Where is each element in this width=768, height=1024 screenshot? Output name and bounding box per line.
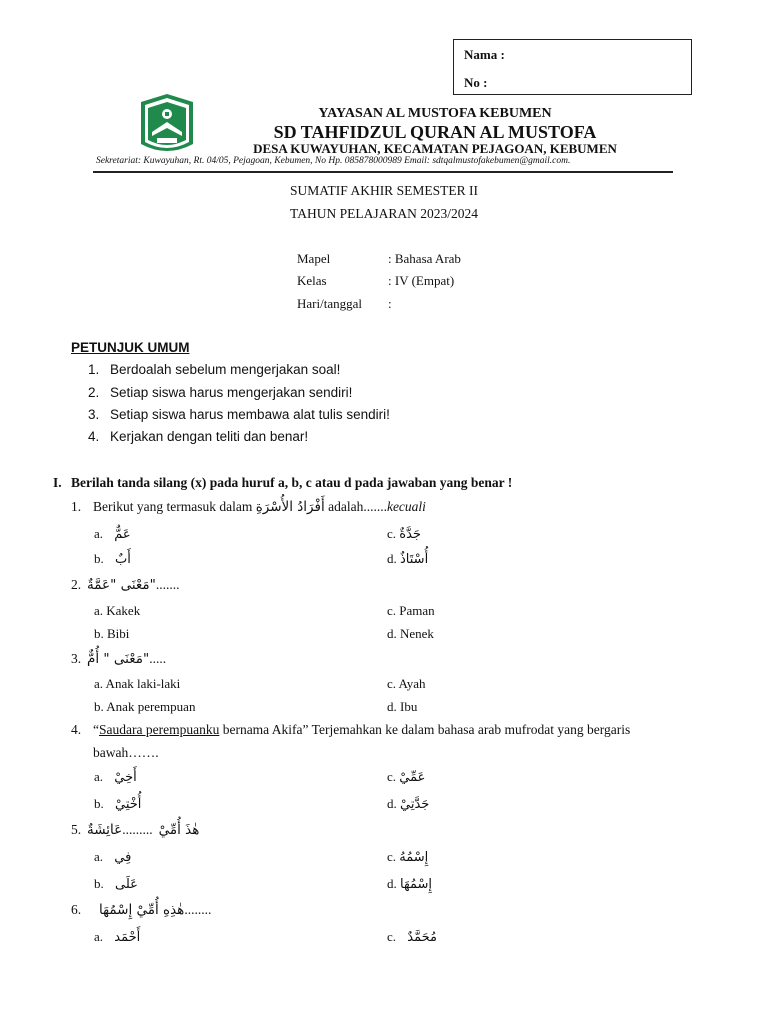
q5-option-b[interactable]: b. عَلَى (94, 876, 138, 892)
q3-option-d[interactable]: d. Ibu (387, 699, 418, 714)
q1-option-c[interactable]: c. جَدَّةٌ (387, 526, 421, 542)
question-3: 3. "مَعْنَى " أُمٌّ..... (71, 651, 167, 667)
petunjuk-item: 4. Kerjakan dengan teliti dan benar! (88, 429, 309, 444)
q3-option-c[interactable]: c. Ayah (387, 676, 426, 691)
petunjuk-title: PETUNJUK UMUM (71, 340, 190, 355)
exam-title: SUMATIF AKHIR SEMESTER II (290, 183, 478, 198)
school-logo (135, 92, 199, 158)
question-6: 6. هٰذِهِ أُمِّيْ إِسْمُهَا........ (71, 902, 212, 918)
q5-option-a[interactable]: a. فِي (94, 849, 132, 865)
info-kelas-label: Kelas (297, 273, 327, 288)
info-kelas-value: : IV (Empat) (388, 273, 455, 288)
q1-option-a[interactable]: a. عَمٌّ (94, 526, 131, 542)
question-1: 1. Berikut yang termasuk dalam أَفْرَادُ الأُسْرَةِ adalah.......kecuali (71, 499, 426, 515)
secretariat-line: Sekretariat: Kuwayuhan, Rt. 04/05, Pejagoan, Kebumen, No Hp. 085878000989 Email: sdtqalmustofakebumen@gmail.com. (96, 156, 571, 166)
q4-option-b[interactable]: b. أُخْتِيْ (94, 796, 142, 812)
name-number-box (453, 39, 692, 95)
question-4-line2: bawah……. (93, 745, 159, 760)
petunjuk-item: 1. Berdoalah sebelum mengerjakan soal! (88, 362, 341, 377)
q6-option-a[interactable]: a. أَحْمَد (94, 929, 141, 945)
info-hari-value: : (388, 296, 392, 311)
q4-option-a[interactable]: a. أَخِيْ (94, 769, 137, 785)
yayasan-name: YAYASAN AL MUSTOFA KEBUMEN (318, 106, 552, 121)
q3-option-b[interactable]: b. Anak perempuan (94, 699, 196, 714)
q2-option-d[interactable]: d. Nenek (387, 626, 434, 641)
q5-option-c[interactable]: c. إِسْمُهُ (387, 849, 429, 865)
question-2: 2. "مَعْنَى "عَمَّةٌ....... (71, 577, 180, 593)
no-field-label: No : (464, 75, 488, 90)
info-mapel-label: Mapel (297, 251, 331, 266)
nama-field-label: Nama : (464, 47, 505, 62)
petunjuk-item: 2. Setiap siswa harus mengerjakan sendiri! (88, 385, 353, 400)
q5-option-d[interactable]: d. إِسْمُهَا (387, 876, 432, 892)
info-mapel-value: : Bahasa Arab (388, 251, 461, 266)
letterhead-divider (93, 171, 673, 173)
q2-option-c[interactable]: c. Paman (387, 603, 435, 618)
q6-option-c[interactable]: c. مُحَمَّدٌ (387, 929, 437, 945)
section-instruction: I. Berilah tanda silang (x) pada huruf a, b, c atau d pada jawaban yang benar ! (53, 475, 513, 490)
petunjuk-item: 3. Setiap siswa harus membawa alat tulis sendiri! (88, 407, 390, 422)
school-address: DESA KUWAYUHAN, KECAMATAN PEJAGOAN, KEBUMEN (253, 141, 617, 156)
q1-option-d[interactable]: d. أُسْتَاذٌ (387, 551, 429, 567)
q4-option-d[interactable]: d. جَدَّتِيْ (387, 796, 430, 812)
school-name: SD TAHFIDZUL QURAN AL MUSTOFA (273, 122, 597, 142)
q2-option-b[interactable]: b. Bibi (94, 626, 130, 641)
q4-option-c[interactable]: c. عَمِّيْ (387, 769, 426, 785)
q1-option-b[interactable]: b. أَبٌ (94, 551, 131, 567)
q2-option-a[interactable]: a. Kakek (94, 603, 141, 618)
question-4: 4. “Saudara perempuanku bernama Akifa” Terjemahkan ke dalam bahasa arab mufrodat yang bergaris (71, 722, 631, 737)
info-hari-label: Hari/tanggal (297, 296, 362, 311)
q3-option-a[interactable]: a. Anak laki-laki (94, 676, 181, 691)
exam-year: TAHUN PELAJARAN 2023/2024 (290, 206, 478, 221)
question-5: 5. عَائِشَةٌ......... هٰذَ أُمِّيْ (71, 822, 200, 838)
